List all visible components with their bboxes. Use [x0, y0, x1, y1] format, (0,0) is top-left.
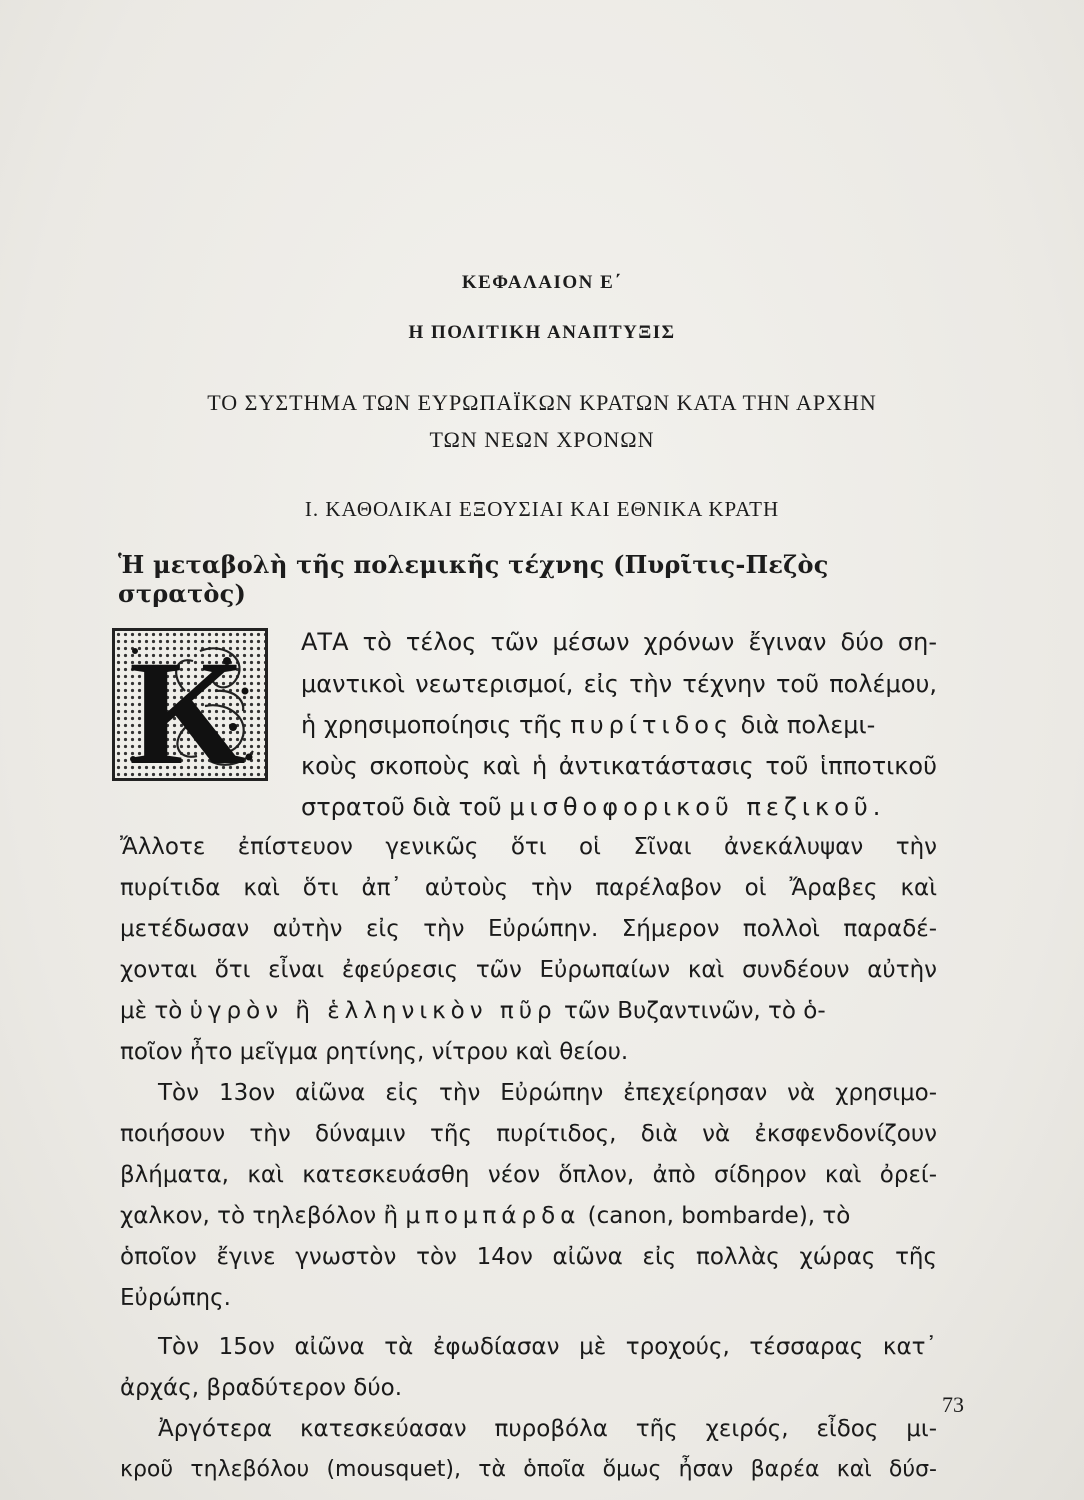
body-line: μετέδωσαν αὐτὴν εἰς τὴν Εὐρώπην. Σήμερον πολλοὶ παραδέ-	[120, 916, 937, 942]
topic-heading: Ἡ μεταβολὴ τῆς πολεμικῆς τέχνης (Πυρῖτις-Πεζὸς στρατὸς)	[118, 550, 829, 608]
body-line: κοὺς σκοποὺς καὶ ἡ ἀντικατάστασις τοῦ ἱπποτικοῦ	[301, 752, 937, 780]
body-line: ὁποῖον ἔγινε γνωστὸν τὸν 14ον αἰῶνα εἰς πολλὰς χώρας τῆς	[120, 1244, 937, 1270]
body-line: Τὸν 15ον αἰῶνα τὰ ἐφωδίασαν μὲ τροχούς, τέσσαρας κατ᾿	[158, 1334, 937, 1360]
body-line: μαντικοὶ νεωτερισμοί, εἰς τὴν τέχνην τοῦ πολέμου,	[301, 670, 937, 698]
body-line: βλήματα, καὶ κατεσκευάσθη νέον ὅπλον, ἀπὸ σίδηρον καὶ ὀρεί-	[120, 1162, 937, 1188]
body-line: κροῦ τηλεβόλου (mousquet), τὰ ὁποῖα ὅμως ἦσαν βαρέα καὶ δύσ-	[120, 1457, 937, 1482]
body-line: Ἄλλοτε ἐπίστευον γενικῶς ὅτι οἱ Σῖναι ἀνεκάλυψαν τὴν	[120, 834, 937, 860]
body-text: (canon, bombarde), τὸ	[580, 1203, 851, 1229]
body-line: Εὐρώπης.	[120, 1285, 231, 1311]
body-line: Ἀργότερα κατεσκεύασαν πυροβόλα τῆς χειρός, εἶδος μι-	[158, 1416, 937, 1442]
chapter-label: ΚΕΦΑΛΑΙΟΝ Ε΄	[461, 272, 623, 293]
body-text: μὲ τὸ	[120, 998, 190, 1024]
body-line	[301, 711, 937, 739]
body-line: ποῖον ἦτο μεῖγμα ρητίνης, νίτρου καὶ θείου.	[120, 1039, 629, 1065]
body-text: χαλκον, τὸ τηλεβόλον ἢ	[120, 1203, 406, 1229]
body-text: διὰ πολεμι-	[733, 711, 876, 739]
subtitle-line-2: ΤΩΝ ΝΕΩΝ ΧΡΟΝΩΝ	[429, 427, 655, 452]
drop-cap-letter: Κ	[129, 631, 246, 778]
body-line: χονται ὅτι εἶναι ἐφεύρεσις τῶν Εὐρωπαίων καὶ συνδέουν αὐτὴν	[120, 957, 937, 983]
page-number: 73	[942, 1392, 964, 1417]
section-heading: Ι. ΚΑΘΟΛΙΚΑΙ ΕΞΟΥΣΙΑΙ ΚΑΙ ΕΘΝΙΚΑ ΚΡΑΤΗ	[304, 497, 780, 521]
body-line	[120, 998, 937, 1024]
body-line: πυρίτιδα καὶ ὅτι ἀπ᾿ αὐτοὺς τὴν παρέλαβον οἱ Ἄραβες καὶ	[120, 875, 937, 901]
body-text: τῶν Βυζαντινῶν, τὸ ὁ-	[556, 998, 826, 1024]
body-text: στρατοῦ διὰ τοῦ	[301, 793, 510, 821]
subtitle-line-1: ΤΟ ΣΥΣΤΗΜΑ ΤΩΝ ΕΥΡΩΠΑΪΚΩΝ ΚΡΑΤΩΝ ΚΑΤΑ ΤΗΝ ΑΡΧΗΝ	[207, 390, 877, 415]
emphasized-term: ὑγρὸν ἢ ἑλληνικὸν πῦρ	[189, 998, 557, 1024]
body-line	[301, 793, 937, 821]
body-line: Τὸν 13ον αἰῶνα εἰς τὴν Εὐρώπην ἐπεχείρησαν νὰ χρησιμο-	[158, 1080, 937, 1106]
emphasized-term: μπομπάρδα	[405, 1203, 581, 1229]
body-text: ἡ χρησιμοποίησις τῆς	[301, 711, 571, 739]
body-line: ἀρχάς, βραδύτερον δύο.	[120, 1375, 403, 1401]
body-line: ΑΤΑ τὸ τέλος τῶν μέσων χρόνων ἔγιναν δύο ση-	[301, 628, 937, 656]
body-line	[120, 1203, 937, 1229]
emphasized-term: πυρίτιδος	[570, 711, 734, 739]
chapter-title: Η ΠΟΛΙΤΙΚΗ ΑΝΑΠΤΥΞΙΣ	[408, 322, 676, 343]
drop-cap-ornament	[112, 628, 268, 781]
emphasized-term: μισθοφορικοῦ πεζικοῦ.	[509, 793, 886, 821]
body-line: ποιήσουν τὴν δύναμιν τῆς πυρίτιδος, διὰ νὰ ἐκσφενδονίζουν	[120, 1121, 937, 1147]
